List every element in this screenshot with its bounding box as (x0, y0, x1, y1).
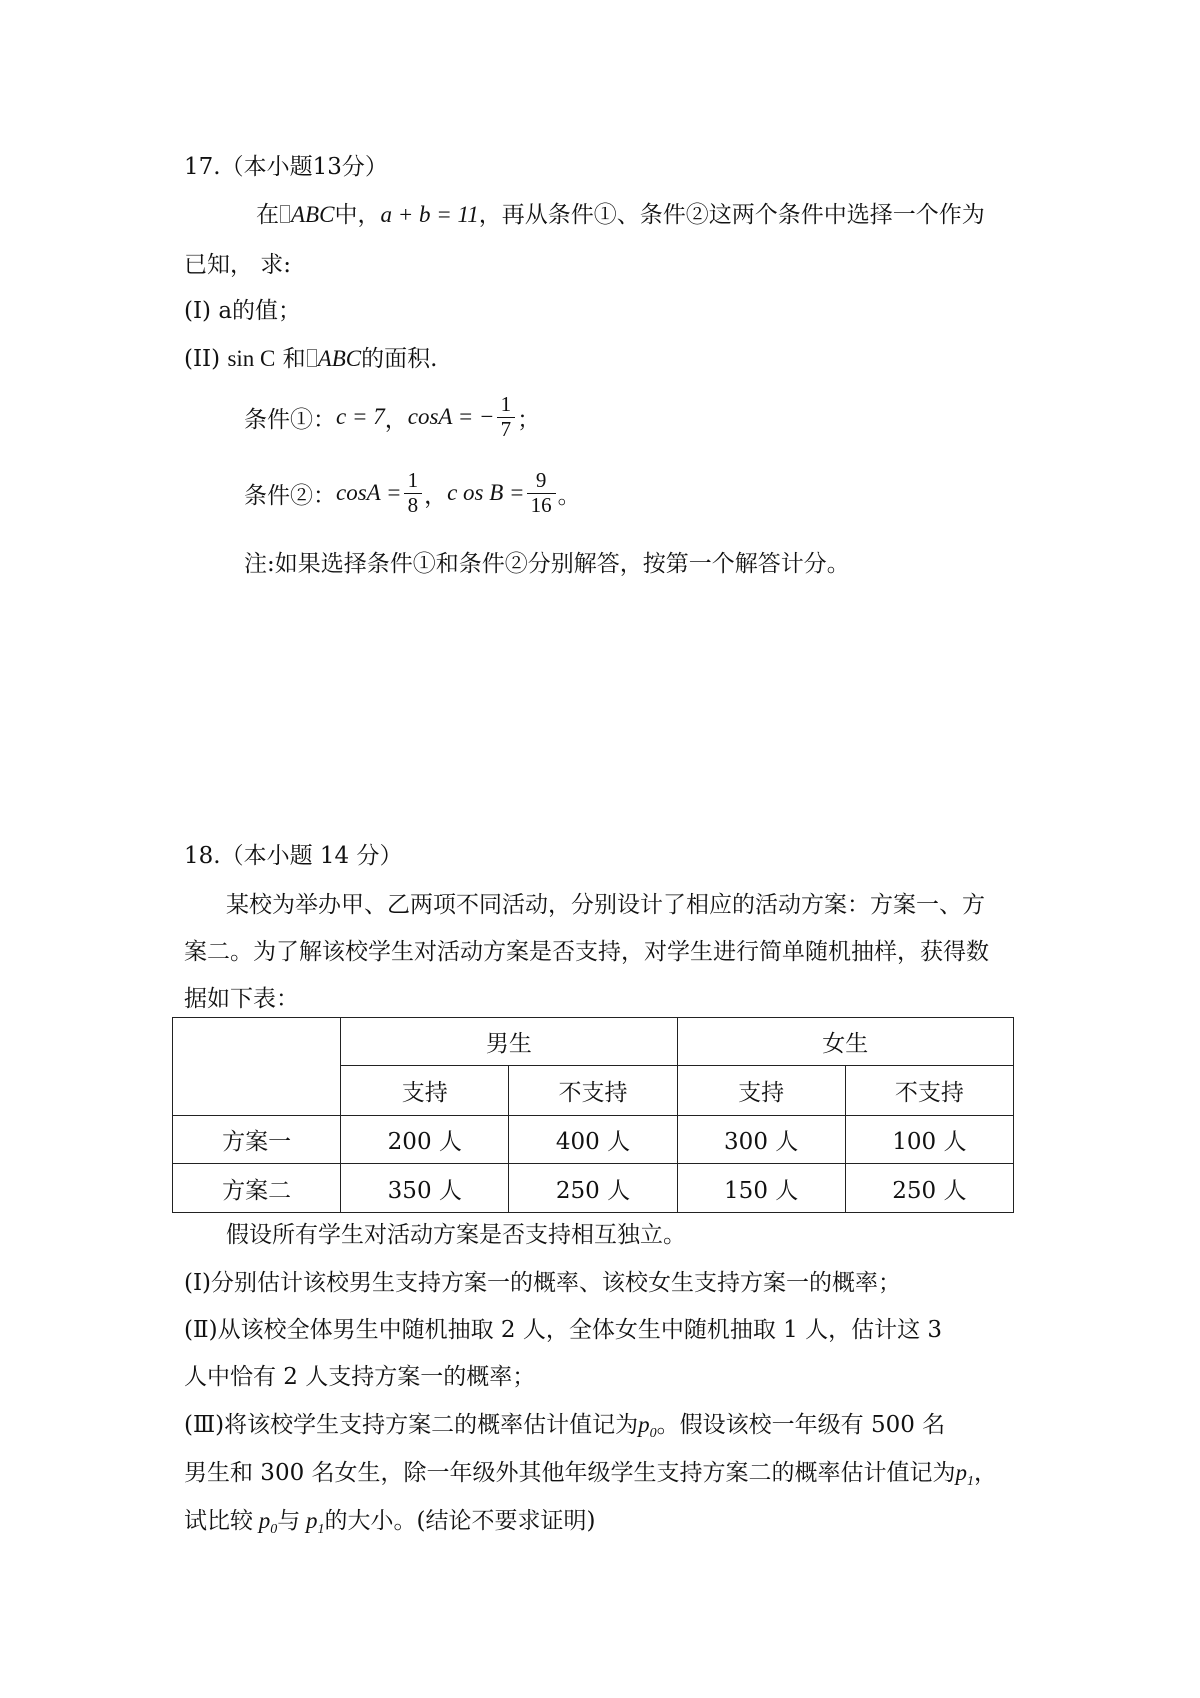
q18-assumption: 假设所有学生对活动方案是否支持相互独立。 (226, 1222, 686, 1248)
q17-cond2-sep: ， (424, 482, 448, 509)
q17-part2-sin: sin C (227, 346, 276, 371)
q17-note: 注:如果选择条件①和条件②分别解答，按第一个解答计分。 (244, 551, 850, 577)
q17-part1: (I) a的值； (184, 298, 302, 324)
q17-condition-1 (244, 390, 540, 444)
q18-part3-line3-post: 的大小。(结论不要求证明) (324, 1508, 596, 1534)
table-row (173, 1164, 1014, 1213)
q17-stem-pre: 在 (256, 202, 279, 228)
q18-part3-line2-end: ， (974, 1460, 998, 1486)
q17-cond2-cosA-num: 1 (404, 469, 423, 493)
table-cell: 150 人 (677, 1164, 845, 1213)
q17-part2 (184, 340, 437, 373)
q17-cond-sum: a + b = 11 (380, 202, 479, 227)
q18-part3-line3-mid: 与 (277, 1508, 301, 1534)
q18-stem-line1: 某校为举办甲、乙两项不同活动，分别设计了相应的活动方案：方案一、方 (226, 892, 985, 918)
q17-cond2-cosA-lhs: cosA = (336, 480, 402, 505)
q17-cond2-cosB-den: 16 (530, 492, 552, 517)
table-group-male: 男生 (341, 1018, 677, 1066)
q18-stem-line2: 案二。为了解该校学生对活动方案是否支持，对学生进行简单随机抽样，获得数 (184, 939, 989, 965)
q17-cond2-cosA-den: 8 (407, 492, 419, 517)
q18-stem-line3: 据如下表： (184, 986, 299, 1012)
triangle-symbol-icon (280, 205, 290, 223)
q17-stem-line1 (256, 196, 985, 229)
q17-cond1-sep: ， (384, 406, 408, 433)
table-cell: 250 人 (509, 1164, 677, 1213)
table-col-male-support: 支持 (341, 1066, 509, 1116)
q17-cond2-cosB-lhs: c os B = (447, 480, 525, 505)
table-cell: 300 人 (677, 1116, 845, 1164)
p1-variable: $p_1$ (306, 1508, 325, 1537)
q18-part3-line2-text: 男生和 300 名女生，除一年级外其他年级学生支持方案二的概率估计值记为 (184, 1460, 956, 1486)
q18-part3-line3 (184, 1502, 595, 1538)
q17-stem-post: ，再从条件①、条件②这两个条件中选择一个作为 (478, 202, 985, 228)
q17-cond1-label: 条件①： (244, 406, 336, 433)
table-row-label: 方案一 (173, 1116, 341, 1164)
p0-variable: $p_0$ (258, 1508, 278, 1537)
q17-cond2-label: 条件②： (244, 482, 336, 509)
q17-part2-mid: 和 (275, 346, 306, 372)
table-col-female-support: 支持 (677, 1066, 845, 1116)
table-cell: 400 人 (509, 1116, 677, 1164)
q17-cond1-den: 7 (500, 416, 512, 441)
table-group-female: 女生 (677, 1018, 1013, 1066)
table-col-female-not-support: 不支持 (845, 1066, 1013, 1116)
table-cell: 200 人 (341, 1116, 509, 1164)
q17-cond1-num: 1 (497, 393, 516, 417)
q17-cond1-cos-lhs: cosA = − (407, 404, 495, 429)
q18-part3-line3-pre: 试比较 (184, 1508, 253, 1534)
table-corner-cell (173, 1018, 341, 1116)
triangle-symbol-icon (307, 349, 317, 367)
table-cell: 350 人 (341, 1164, 509, 1213)
q17-cond1-end: ； (517, 406, 541, 433)
q18-part3-line1 (184, 1406, 945, 1442)
table-row (173, 1116, 1014, 1164)
q17-part2-pre: (II) (184, 346, 228, 372)
q17-cond2-cosB-num: 9 (527, 469, 556, 493)
q18-part1: (Ⅰ)分别估计该校男生支持方案一的概率、该校女生支持方案一的概率； (184, 1270, 902, 1296)
q18-part3-line2 (184, 1454, 997, 1490)
p0-variable: $p_0$ (638, 1412, 657, 1441)
q17-stem-mid: 中， (334, 202, 381, 228)
q17-cond2-cosA-fraction (404, 469, 423, 516)
q17-condition-2 (244, 466, 581, 520)
q17-header: 17.（本小题13分） (184, 154, 388, 180)
p1-variable: $p_1$ (955, 1460, 975, 1489)
q17-triangle: ABC (291, 202, 335, 227)
q17-cond1-c: c = 7 (336, 404, 385, 429)
q17-stem-line2: 已知， 求: (184, 252, 292, 278)
q17-part2-post: 的面积. (361, 346, 438, 372)
q18-header: 18.（本小题 14 分） (184, 843, 403, 869)
q18-part2-line1: (Ⅱ)从该校全体男生中随机抽取 2 人，全体女生中随机抽取 1 人，估计这 3 (184, 1317, 943, 1343)
q18-part3-mid: 。假设该校一年级有 500 名 (656, 1412, 946, 1438)
table-col-male-not-support: 不支持 (509, 1066, 677, 1116)
table-cell: 100 人 (845, 1116, 1013, 1164)
survey-table (172, 1017, 1014, 1213)
q17-cond1-fraction (497, 393, 516, 440)
q18-part2-line2: 人中恰有 2 人支持方案一的概率； (184, 1364, 536, 1390)
q18-part3-pre: (Ⅲ)将该校学生支持方案二的概率估计值记为 (184, 1412, 639, 1438)
q17-cond2-cosB-fraction (527, 469, 556, 516)
q17-part2-tri: ABC (317, 346, 362, 371)
q17-cond2-end: 。 (557, 482, 581, 509)
table-row-label: 方案二 (173, 1164, 341, 1213)
table-cell: 250 人 (845, 1164, 1013, 1213)
